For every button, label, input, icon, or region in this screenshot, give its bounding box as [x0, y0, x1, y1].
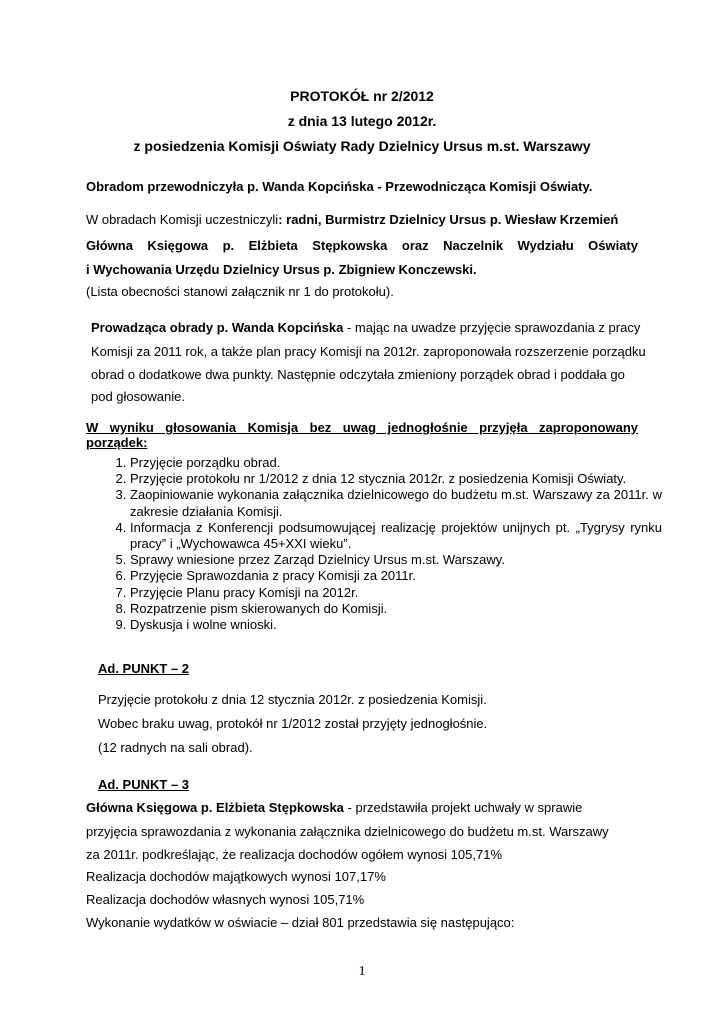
vote-result-line-1: W wyniku głosowania Komisja bez uwag jednogłośnie przyjęła zaproponowany [86, 420, 638, 435]
agenda-item: 2. Przyjęcie protokołu nr 1/2012 z dnia 12 stycznia 2012r. z posiedzenia Komisji Oświaty. [130, 471, 662, 487]
protocol-subtitle: z posiedzenia Komisji Oświaty Rady Dzielnicy Ursus m.st. Warszawy [133, 138, 591, 154]
agenda-intro-rest: - mając na uwadze przyjęcie sprawozdania z pracy [343, 320, 641, 335]
protocol-date: z dnia 13 lutego 2012r. [287, 113, 437, 129]
participants-names: : radni, Burmistrz Dzielnicy Ursus p. Wiesław Krzemień [278, 212, 619, 227]
punkt-3-line-1 [86, 800, 582, 815]
punkt-3-line-6: Wykonanie wydatków w oświacie – dział 801 przedstawia się następująco: [86, 915, 515, 930]
participants-line-1-text [86, 212, 636, 227]
agenda-item: 3. Zaopiniowanie wykonania załącznika dzielnicowego do budżetu m.st. Warszawy za 2011r. w zakresie działania Komisji. [130, 487, 662, 519]
participants-line-2: Główna Księgowa p. Elżbieta Stępkowska oraz Naczelnik Wydziału Oświaty [86, 238, 638, 253]
agenda-item: 5. Sprawy wniesione przez Zarząd Dzielnicy Ursus m.st. Warszawy. [130, 552, 662, 568]
agenda-item: 9. Dyskusja i wolne wnioski. [130, 617, 662, 633]
agenda-item: 1. Przyjęcie porządku obrad. [130, 455, 662, 471]
agenda-item: 6. Przyjęcie Sprawozdania z pracy Komisji za 2011r. [130, 568, 662, 584]
agenda-item: 8. Rozpatrzenie pism skierowanych do Komisji. [130, 601, 662, 617]
agenda-item: 7. Przyjęcie Planu pracy Komisji na 2012r. [130, 585, 662, 601]
punkt-2-line-3: (12 radnych na sali obrad). [98, 740, 253, 755]
agenda-intro-line-3: obrad o dodatkowe dwa punkty. Następnie odczytała zmieniony porządek obrad i poddała go [91, 367, 625, 382]
punkt-3-line-5: Realizacja dochodów własnych wynosi 105,71% [86, 892, 365, 907]
agenda-item: 4. Informacja z Konferencji podsumowującej realizację projektów unijnych pt. „Tygrysy rynku pracy” i „Wychowawca 45+XXI wieku”. [130, 520, 662, 552]
attendance-note: (Lista obecności stanowi załącznik nr 1 do protokołu). [86, 284, 394, 299]
agenda-intro-line-2: Komisji za 2011 rok, a także plan pracy Komisji na 2012r. zaproponowała rozszerzenie porządku [91, 344, 646, 359]
punkt-3-line-2: przyjęcia sprawozdania z wykonania załącznika dzielnicowego do budżetu m.st. Warszawy [86, 824, 609, 839]
participants-line-3: i Wychowania Urzędu Dzielnicy Ursus p. Zbigniew Konczewski. [86, 262, 477, 277]
punkt-2-line-1: Przyjęcie protokołu z dnia 12 stycznia 2012r. z posiedzenia Komisji. [98, 692, 487, 707]
accountant-name: Główna Księgowa p. Elżbieta Stępkowska [86, 800, 344, 815]
punkt-2-heading: Ad. PUNKT – 2 [98, 661, 190, 676]
punkt-3-line-1-rest: - przedstawiła projekt uchwały w sprawie [343, 800, 583, 815]
participants-intro: W obradach Komisji uczestniczyli [86, 212, 279, 227]
chair-statement: Obradom przewodniczyła p. Wanda Kopcińska - Przewodnicząca Komisji Oświaty. [86, 179, 593, 194]
participants-line-1 [86, 212, 636, 227]
page-number: 1 [358, 964, 366, 979]
agenda-intro-line-4: pod głosowanie. [91, 389, 185, 404]
punkt-2-line-2: Wobec braku uwag, protokół nr 1/2012 został przyjęty jednogłośnie. [98, 716, 488, 731]
vote-result-line-2: porządek: [86, 435, 148, 450]
agenda-list [106, 455, 662, 633]
chair-name: Prowadząca obrady p. Wanda Kopcińska [91, 320, 344, 335]
punkt-3-line-3: za 2011r. podkreślając, że realizacja dochodów ogółem wynosi 105,71% [86, 847, 503, 862]
agenda-intro-line-1 [91, 320, 640, 335]
protocol-title: PROTOKÓŁ nr 2/2012 [290, 88, 434, 104]
punkt-3-line-4: Realizacja dochodów majątkowych wynosi 107,17% [86, 869, 386, 884]
punkt-3-heading: Ad. PUNKT – 3 [98, 777, 190, 792]
